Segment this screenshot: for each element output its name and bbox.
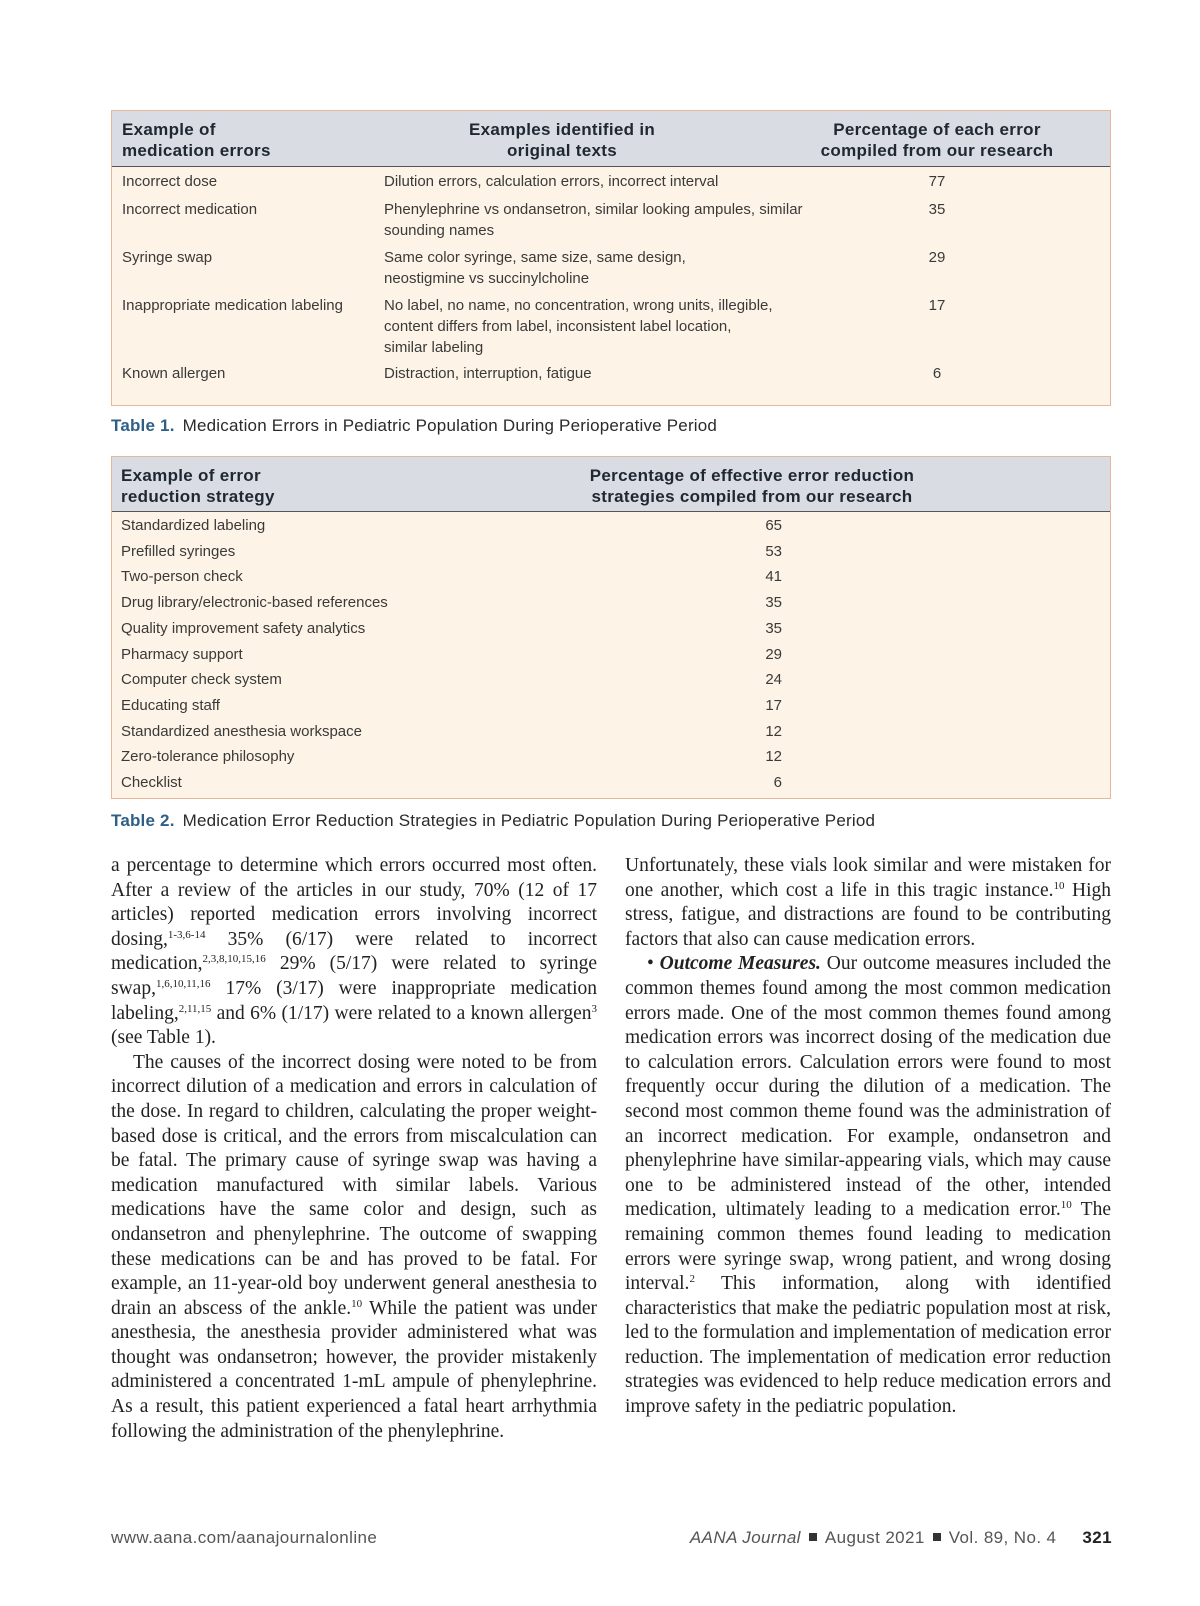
- citation: 2: [689, 1273, 695, 1286]
- error-percentage: 6: [932, 365, 942, 382]
- table-row: [112, 669, 1110, 690]
- separator-square-icon: [809, 1533, 817, 1541]
- error-examples: No label, no name, no concentration, wrong units, illegible, content differs from label, inconsistent label location, similar labeling: [384, 297, 773, 356]
- body-paragraph: Unfortunately, these vials look similar and were mistaken for one another, which cost a life in this tragic instance.$^{10}$ High stress, fatigue, and distractions are found to be contributing factors that also can cause medication errors.: [625, 855, 1112, 950]
- error-examples: Dilution errors, calculation errors, incorrect interval: [384, 173, 719, 190]
- strategy-percentage: 53: [765, 542, 782, 560]
- strategy-name: Checklist: [121, 774, 182, 791]
- strategy-name: Standardized anesthesia workspace: [121, 722, 362, 740]
- footer-url[interactable]: www.aana.com/aanajournalonline: [111, 1528, 378, 1547]
- body-column-left: [111, 854, 597, 1444]
- citation: 10: [351, 1297, 363, 1310]
- strategy-name: Standardized labeling: [121, 517, 266, 534]
- strategy-name: Quality improvement safety analytics: [121, 619, 366, 637]
- strategy-name: Zero-tolerance philosophy: [121, 748, 295, 766]
- table-1-header-col-1: Example of medication errors: [122, 120, 271, 160]
- section-heading: Outcome Measures.: [659, 953, 821, 975]
- issue-date: August 2021: [824, 1528, 925, 1547]
- citation: 10: [1060, 1199, 1072, 1212]
- error-type: Incorrect dose: [122, 173, 218, 190]
- table-1-caption-label: Table 1.: [111, 416, 175, 435]
- error-percentage: 35: [928, 201, 946, 218]
- table-row: [112, 695, 1110, 716]
- error-percentage: 77: [928, 173, 946, 190]
- table-2-caption: [111, 811, 875, 831]
- error-examples: Same color syringe, same size, same design, neostigmine vs succinylcholine: [384, 249, 686, 287]
- strategy-percentage: 12: [765, 722, 782, 740]
- strategy-name: Drug library/electronic-based references: [121, 594, 388, 612]
- error-type: Syringe swap: [122, 249, 213, 266]
- volume-number: Vol. 89, No. 4: [948, 1528, 1057, 1547]
- strategy-name: Two-person check: [121, 568, 243, 586]
- table-2-header-col-2: Percentage of effective error reduction strategies compiled from our research: [589, 466, 915, 506]
- error-examples: Phenylephrine vs ondansetron, similar looking ampules, similar sounding names: [384, 201, 803, 239]
- table-1-header-col-2: Examples identified in original texts: [468, 120, 656, 160]
- body-paragraph: • Outcome Measures. Our outcome measures included the common themes found among the most common medication errors made. One of the most common themes found among medication errors was incorrect dosing of the medication due to calculation errors. Calculation errors were found to most frequently occur during the dilution of a medication. The second most common theme found was the administration of an incorrect medication. For example, ondansetron and phenylephrine have similar-appearing vials, which may cause one to be administered instead of the other, intended medication, ultimately leading to a medication error.$^{10}$ The remaining common themes found leading to medication errors were syringe swap, wrong patient, and wrong dosing interval.$^2$ This information, along with identified characteristics that make the pediatric population most at risk, led to the formulation and implementation of medication error reduction. The implementation of medication error reduction strategies was evidenced to help reduce medication errors and improve safety in the pediatric population.: [625, 953, 1112, 1418]
- strategy-percentage: 24: [765, 671, 782, 689]
- table-row: [112, 247, 1110, 289]
- table-row: [112, 644, 1110, 665]
- strategy-percentage: 17: [765, 696, 782, 714]
- strategy-percentage: 12: [765, 748, 782, 766]
- error-type: Known allergen: [122, 365, 226, 382]
- strategy-percentage: 35: [765, 594, 782, 612]
- table-1-header-col-3: Percentage of each error compiled from our research: [820, 120, 1054, 160]
- citation: 10: [1053, 879, 1065, 892]
- body-paragraph: The causes of the incorrect dosing were noted to be from incorrect dilution of a medication and errors in calculation of the dose. In regard to children, calculating the proper weight-based dose is critical, and the errors from miscalculation can be fatal. The primary cause of syringe swap was having a medication manufactured with similar labels. Various medications have the same color and design, such as ondansetron and phenylephrine. The outcome of swapping these medications can be and has proved to be fatal. For example, an 11-year-old boy underwent general anesthesia to drain an abscess of the ankle.$^{10}$ While the patient was under anesthesia, the anesthesia provider administered what was thought was ondansetron; however, the provider mistakenly administered a concentrated 1-mL ampule of phenylephrine. As a result, this patient experienced a fatal heart arrhythmia following the administration of the phenylephrine.: [111, 1051, 597, 1442]
- table-row: [112, 515, 1110, 536]
- error-examples: Distraction, interruption, fatigue: [384, 365, 592, 382]
- table-row: [112, 171, 1110, 192]
- journal-name: AANA Journal: [689, 1528, 801, 1547]
- citation: 1-3,6-14: [167, 928, 206, 941]
- strategy-name: Educating staff: [121, 696, 220, 714]
- error-type: Inappropriate medication labeling: [122, 297, 343, 314]
- page-number: 321: [1082, 1528, 1112, 1547]
- table-row: [112, 566, 1110, 587]
- table-2-caption-label: Table 2.: [111, 811, 175, 830]
- strategy-percentage: 6: [773, 774, 782, 791]
- citation: 3: [591, 1002, 597, 1015]
- table-row: [112, 772, 1110, 793]
- bullet: •: [647, 953, 654, 975]
- table-row: [112, 618, 1110, 639]
- table-2: [111, 456, 1111, 799]
- strategy-name: Prefilled syringes: [121, 542, 236, 560]
- separator-square-icon: [933, 1533, 941, 1541]
- citation: 2,3,8,10,15,16: [202, 953, 266, 966]
- strategy-percentage: 41: [765, 568, 782, 586]
- strategy-percentage: 35: [765, 619, 782, 637]
- table-1-caption: [111, 416, 717, 436]
- table-1-caption-text: Medication Errors in Pediatric Population During Perioperative Period: [182, 416, 718, 435]
- citation: 2,11,15: [178, 1002, 212, 1015]
- table-row: [112, 363, 1110, 384]
- citation: 1,6,10,11,16: [155, 977, 211, 990]
- strategy-name: Pharmacy support: [121, 645, 243, 663]
- strategy-percentage: 65: [765, 517, 782, 534]
- error-type: Incorrect medication: [122, 201, 258, 218]
- table-row: [112, 199, 1110, 241]
- table-1: [111, 110, 1111, 406]
- table-1-header: [112, 111, 1110, 167]
- table-row: [112, 746, 1110, 767]
- table-2-header: [112, 457, 1110, 512]
- strategy-percentage: 29: [765, 645, 782, 663]
- body-column-right: [625, 854, 1111, 1420]
- table-row: [112, 541, 1110, 562]
- strategy-name: Computer check system: [121, 671, 282, 689]
- table-2-header-col-1: Example of error reduction strategy: [121, 466, 275, 506]
- table-row: [112, 721, 1110, 742]
- error-percentage: 29: [928, 249, 946, 266]
- body-paragraph: a percentage to determine which errors occurred most often. After a review of the articles in our study, 70% (12 of 17 articles) reported medication errors involving incorrect dosing,$^{1-3,6-14}$ 35% (6/17) were related to incorrect medication,$^{2,3,8,10,15,16}$ 29% (5/17) were related to syringe swap,$^{1,6,10,11,16}$ 17% (3/17) were inappropriate medication labeling,$^{2,11,15}$ and 6% (1/17) were related to a known allergen$^3$ (see Table 1).: [111, 855, 597, 1049]
- table-row: [112, 592, 1110, 613]
- footer-citation: [690, 1528, 1112, 1548]
- table-row: [112, 295, 1110, 358]
- error-percentage: 17: [928, 297, 946, 314]
- table-2-caption-text: Medication Error Reduction Strategies in Pediatric Population During Perioperative Period: [182, 811, 876, 830]
